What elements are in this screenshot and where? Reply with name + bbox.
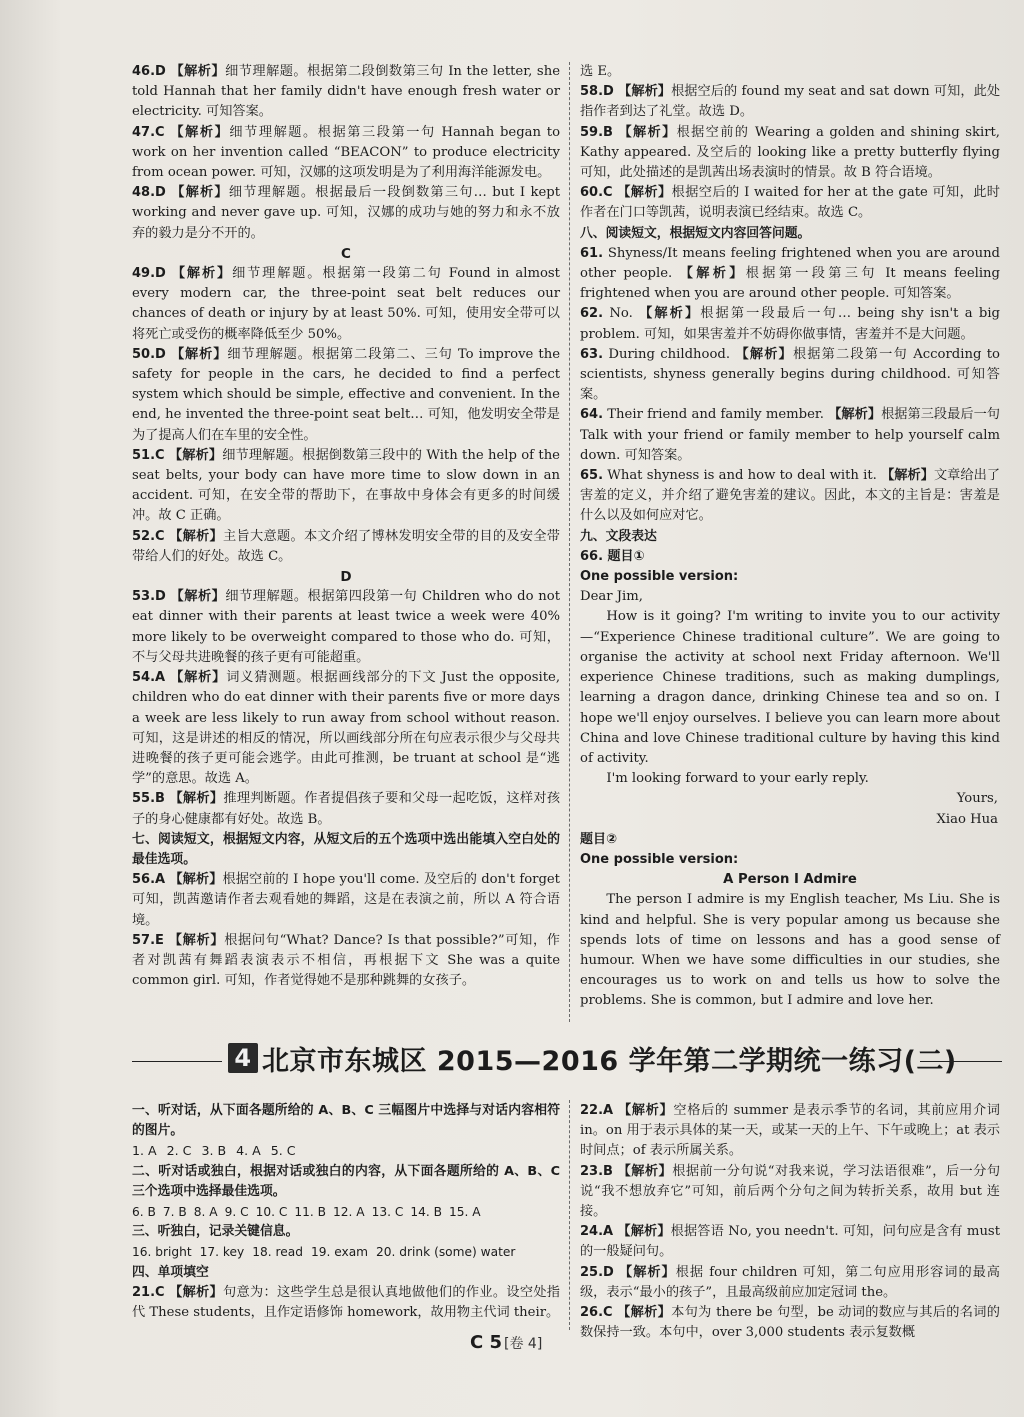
question-heading: 66. 题目① (580, 548, 645, 564)
answer-item: 62. No. 【解析】根据第一段最后一句… being shy isn't a big problem. 可知，如果害羞并不妨碍你做事情，害羞并不是大问题。 (580, 306, 1000, 342)
question-heading: 题目② (580, 831, 618, 847)
answer-item: 50.D 【解析】细节理解题。根据第二段第二、三句 To improve the safety for people in the cars, he decided to find a perfect system which should be simple, effective and convenient. In the end, he invented the three-point seat belt… 可知，他发明安全带是为了提高人们在车里的安全性。 (132, 346, 561, 443)
answer-item: 63. During childhood. 【解析】根据第二段第一句 According to scientists, shyness generally begins during childhood. 可知答案。 (580, 346, 1000, 403)
possible-version-label: One possible version: (580, 569, 739, 585)
bottom-right-column (580, 1101, 1000, 1343)
answer-item: 52.C 【解析】主旨大意题。本文介绍了博林发明安全带的目的及安全带带给人们的好处。故选 C。 (132, 528, 560, 564)
page-number: C 5 (470, 1332, 503, 1353)
possible-version-label: One possible version: (580, 851, 739, 867)
answer-item: 47.C 【解析】细节理解题。根据第三段第一句 Hannah began to work on her invention called “BEACON” to produce electricity from ocean power. 可知，汉娜的这项发明是为了利用海洋能源发电。 (132, 124, 561, 181)
answer-item: 26.C 【解析】本句为 there be 句型，be 动词的数应与其后的名词的数保持一致。本句中，over 3,000 students 表示复数概 (580, 1305, 1000, 1341)
letter-body: How is it going? I'm writing to invite you to our activity—“Experience Chinese traditional culture”. We are going to organise the activity at school next Friday afternoon. We'll experience Chinese traditions, such as making dumplings, learning a dragon dance, drinking Chinese tea and so on. I hope we'll enjoy ourselves. I believe you can learn more about China and love Chinese traditional culture by having this kind of activity. (580, 609, 1000, 766)
answer-item: 58.D 【解析】根据空后的 found my seat and sat down 可知，此处指作者到达了礼堂。故选 D。 (580, 84, 1000, 120)
section-heading: 八、阅读短文，根据短文内容回答问题。 (580, 225, 811, 241)
column-divider-bottom (569, 1100, 570, 1330)
answer-item: 57.E 【解析】根据问句“What? Dance? Is that possible?”可知，作者对凯茜有舞蹈表演表示不相信，再根据下文 She was a quite common girl. 可知，作者觉得她不是那种跳舞的女孩子。 (132, 932, 560, 989)
section-heading: 四、单项填空 (132, 1264, 209, 1280)
letter-sign-off: Yours, (956, 791, 998, 807)
letter-greeting: Dear Jim, (580, 589, 643, 605)
answer-item: 24.A 【解析】根据答语 No, you needn't. 可知，问句应是含有 must 的一般疑问句。 (580, 1224, 1001, 1260)
section-heading: 一、听对话，从下面各题所给的 A、B、C 三幅图片中选择与对话内容相符的图片。 (132, 1103, 560, 1139)
answer-item: 60.C 【解析】根据空后的 I waited for her at the gate 可知，此时作者在门口等凯茜，说明表演已经结束。故选 C。 (580, 185, 1000, 221)
answer-row: 1. A 2. C 3. B 4. A 5. C (132, 1143, 296, 1159)
answer-item: 59.B 【解析】根据空前的 Wearing a golden and shining skirt, Kathy appeared. 及空后的 looking like a pretty butterfly flying 可知，此处描述的是凯茜出场表演时的情景。故 B 符合语境。 (580, 124, 1000, 181)
answer-item: 22.A 【解析】空格后的 summer 是表示季节的名词，其前应用介词 in。on 用于表示具体的某一天，或某一天的上午、下午或晚上；at 表示时间点；of 表示所属关系。 (580, 1103, 1000, 1159)
answer-item: 56.A 【解析】根据空前的 I hope you'll come. 及空后的 don't forget可知，凯茜邀请作者去观看她的舞蹈，这是在表演之前，所以 A 符合语境。 (132, 872, 560, 928)
exam-title (228, 1040, 957, 1084)
answer-item: 23.B 【解析】根据前一分句说“对我来说，学习法语很难”，后一分句说“我不想放弃它”可知，前后两个分句之间为转折关系，故用 but 连接。 (580, 1163, 1001, 1220)
answer-item: 46.D 【解析】细节理解题。根据第二段倒数第三句 In the letter, she told Hannah that her family didn't have enough fresh water or electricity. 可知答案。 (132, 64, 560, 120)
title-rule (132, 1061, 222, 1062)
answer-row: 16. bright 17. key 18. read 19. exam 20. drink (some) water (132, 1245, 516, 1260)
answer-item: 61. Shyness/It means feeling frightened when you are around other people. 【解析】根据第一段第三句 It means feeling frightened when you are around other people. 可知答案。 (580, 245, 1001, 302)
answer-item: 54.A 【解析】词义猜测题。根据画线部分的下文 Just the opposite, children who do eat dinner with their parents five or more days a week are less likely to run away from school without reason. 可知，这是讲述的相反的情况，所以画线部分所在句应表示很少与父母共进晚餐的孩子更可能会逃学。由此可推测，be truant at school 是“逃学”的意思。故选 A。 (132, 670, 561, 787)
answer-item: 51.C 【解析】细节理解题。根据倒数第三段中的 With the help of the seat belts, your body can have more time to slow down in an accident. 可知，在安全带的帮助下，在事故中身体会有更多的时间缓冲。故 C 正确。 (132, 447, 560, 524)
answer-item: 53.D 【解析】细节理解题。根据第四段第一句 Children who do not eat dinner with their parents at least twice a week were 40% more likely to be overweight compared to those who do. 可知，不与父母共进晚餐的孩子更有可能超重。 (132, 589, 560, 665)
section-heading: 二、听对话或独白，根据对话或独白的内容，从下面各题所给的 A、B、C 三个选项中选择最佳选项。 (132, 1163, 560, 1199)
answer-item: 25.D 【解析】根据 four children 可知，第二句应用形容词的最高级，表示“最小的孩子”，且最高级前应加定冠词 the。 (580, 1264, 1000, 1300)
answer-item: 49.D 【解析】细节理解题。根据第一段第二句 Found in almost every modern car, the three-point seat belt reduces our chances of death or injury by at least 50%. 可知，使用安全带可以将死亡或受伤的概率降低至少 50%。 (132, 266, 560, 342)
exam-title-text: 北京市东城区 2015—2016 学年第二学期统一练习(二) (262, 1046, 957, 1077)
passage-letter: C (341, 245, 351, 262)
continued-text: 选 E。 (580, 64, 621, 79)
bottom-left-column (132, 1101, 560, 1323)
left-column (132, 62, 560, 991)
answer-item: 65. What shyness is and how to deal with it. 【解析】文章给出了害羞的定义，并介绍了避免害羞的建议。因此，本文的主旨是：害羞是什么以及如何应对它。 (580, 468, 1001, 524)
answer-item: 55.B 【解析】推理判断题。作者提倡孩子要和父母一起吃饭，这样对孩子的身心健康都有好处。故选 B。 (132, 791, 561, 827)
title-rule (920, 1061, 1002, 1062)
exam-number-badge: 4 (228, 1043, 258, 1073)
letter-close: I'm looking forward to your early reply. (606, 771, 869, 787)
essay-title: A Person I Admire (723, 872, 857, 888)
right-column (580, 62, 1000, 1012)
answer-item: 48.D 【解析】细节理解题。根据最后一段倒数第三句… but I kept working and never gave up. 可知，汉娜的成功与她的努力和永不放弃的毅力是分不开的。 (132, 185, 560, 241)
section-heading: 七、阅读短文，根据短文内容，从短文后的五个选项中选出能填入空白处的最佳选项。 (132, 831, 560, 867)
section-heading: 九、文段表达 (580, 528, 657, 544)
column-divider (569, 62, 570, 1022)
passage-letter: D (340, 569, 352, 586)
answer-item: 21.C 【解析】句意为：这些学生总是很认真地做他们的作业。设空处指代 These students，且作定语修饰 homework，故用物主代词 their。 (132, 1284, 560, 1321)
answer-row: 6. B 7. B 8. A 9. C 10. C 11. B 12. A 13. C 14. B 15. A (132, 1205, 481, 1220)
section-heading: 三、听独白，记录关键信息。 (132, 1224, 299, 1240)
page-footer (470, 1330, 670, 1356)
letter-signature: Xiao Hua (936, 811, 998, 827)
volume-label: [卷 4] (504, 1336, 543, 1352)
answer-item: 64. Their friend and family member. 【解析】根据第三段最后一句 Talk with your friend or family member to help yourself calm down. 可知答案。 (580, 407, 1000, 463)
essay-body: The person I admire is my English teacher, Ms Liu. She is kind and helpful. She is very popular among us because she spends lots of time on lessons and has a good sense of humour. When we have some difficulties in our studies, she encourages us to work on and tells us how to solve the problems. She is common, but I admire and love her. (580, 892, 1000, 1009)
